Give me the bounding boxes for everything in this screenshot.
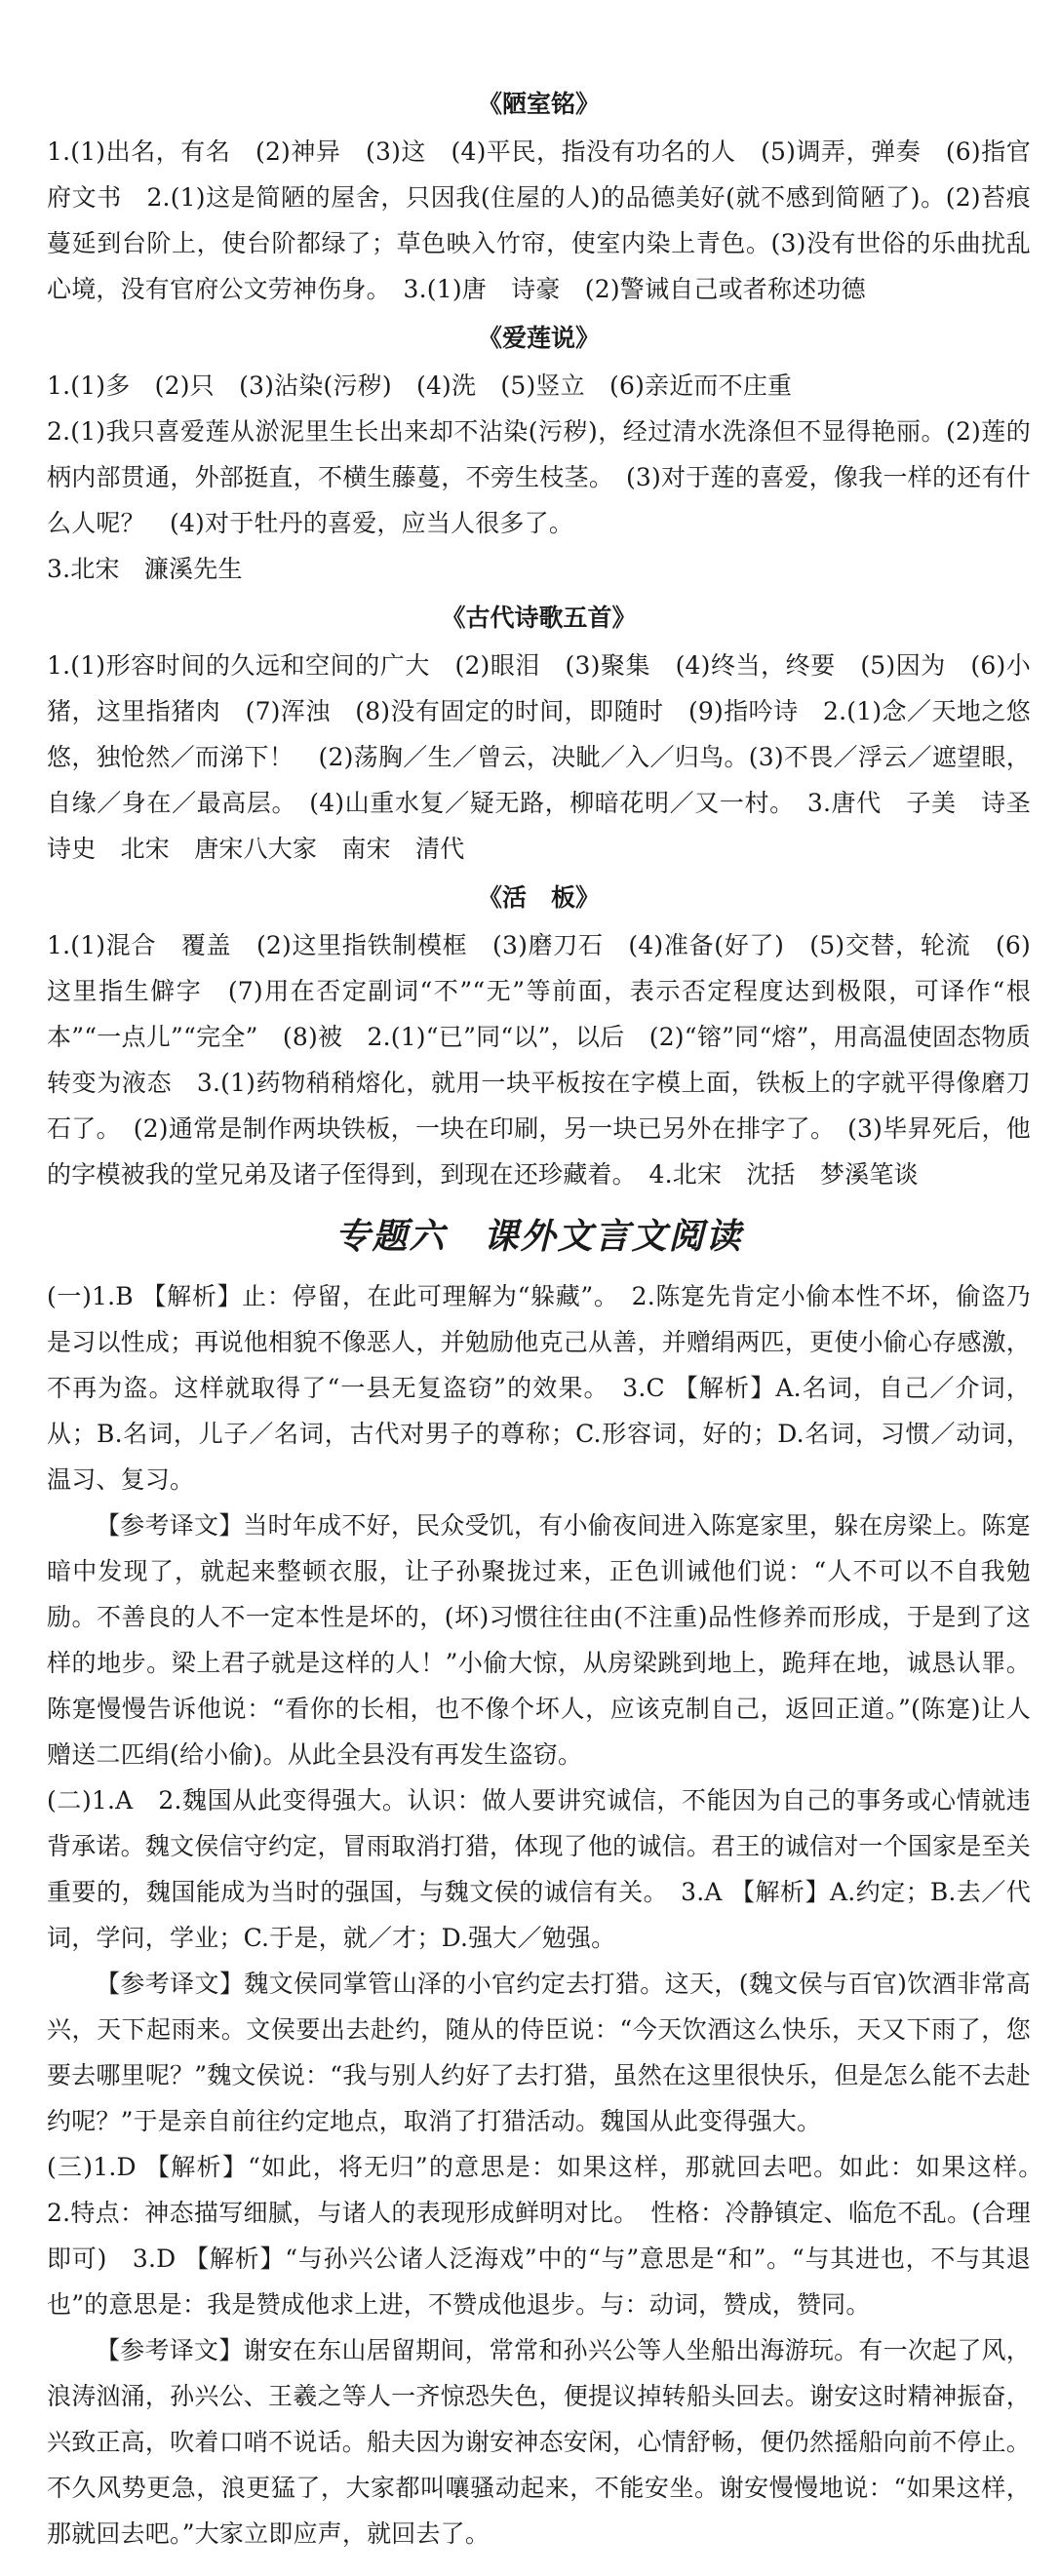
answer-ai-lian-shuo-1: 1.(1)多 (2)只 (3)沾染(污秽) (4)洗 (5)竖立 (6)亲近而不庄重 [47,371,793,400]
heading-lou-shi-ming: 《陋室铭》 [477,90,600,118]
answer-passage-1: (一)1.B 【解析】止：停留，在此可理解为“躲藏”。 2.陈寔先肯定小偷本性不坏，偷盗乃是习以性成；再说他相貌不像恶人，并勉励他克己从善，并赠绢两匹，更使小偷心存感激，不再为盗。这样就取得了“一县无复盗窃”的效果。 3.C 【解析】A.名词，自己／介词，从；B.名词，儿子／名词，古代对男子的尊称；C.形容词，好的；D.名词，习惯／动词，温习、复习。 [47,1282,1031,1494]
answer-passage-2: (二)1.A 2.魏国从此变得强大。认识：做人要讲究诚信，不能因为自己的事务或心情就违背承诺。魏文侯信守约定，冒雨取消打猎，体现了他的诚信。君王的诚信对一个国家是至关重要的，魏国能成为当时的强国，与魏文侯的诚信有关。 3.A 【解析】A.约定；B.去／代词，学问，学业；C.于是，就／才；D.强大／勉强。 [47,1786,1031,1952]
heading-gu-dai-shi-ge: 《古代诗歌五首》 [441,604,637,632]
answer-passage-3: (三)1.D 【解析】“如此，将无归”的意思是：如果这样，那就回去吧。如此：如果这样。 2.特点：神态描写细腻，与诸人的表现形成鲜明对比。 性格：冷静镇定、临危不乱。(合理即可) 3.D 【解析】“与孙兴公诸人泛海戏”中的“与”意思是“和”。“与其进也，不与其退也”的意思是：我是赞成他求上进，不赞成他退步。与：动词，赞成，赞同。 [47,2153,1056,2319]
answer-ai-lian-shuo-2: 2.(1)我只喜爱莲从淤泥里生长出来却不沾染(污秽)，经过清水洗涤但不显得艳丽。(2)莲的柄内部贯通，外部挺直，不横生藤蔓，不旁生枝茎。 (3)对于莲的喜爱，像我一样的还有什么人呢？ (4)对于牡丹的喜爱，应当人很多了。 [47,417,1031,537]
heading-huo-ban: 《活 板》 [477,883,600,912]
topic-six-heading: 专题六 课外文言文阅读 [334,1216,743,1257]
translation-passage-3: 【参考译文】谢安在东山居留期间，常常和孙兴公等人坐船出海游玩。有一次起了风，浪涛汹涌，孙兴公、王羲之等人一齐惊恐失色，便提议掉转船头回去。谢安这时精神振奋，兴致正高，吹着口哨不说话。船夫因为谢安神态安闲，心情舒畅，便仍然摇船向前不停止。不久风势更急，浪更猛了，大家都叫嚷骚动起来，不能安坐。谢安慢慢地说：“如果这样，那就回去吧。”大家立即应声，就回去了。 [47,2336,1031,2548]
answer-huo-ban: 1.(1)混合 覆盖 (2)这里指铁制模框 (3)磨刀石 (4)准备(好了) (5)交替，轮流 (6)这里指生僻字 (7)用在否定副词“不”“无”等前面，表示否定程度达到极限，可译作“根本”“一点儿”“完全” (8)被 2.(1)“已”同“以”，以后 (2)“镕”同“熔”，用高温使固态物质转变为液态 3.(1)药物稍稍熔化，就用一块平板按在字模上面，铁板上的字就平得像磨刀石了。 (2)通常是制作两块铁板，一块在印刷，另一块已另外在排字了。 (3)毕昇死后，他的字模被我的堂兄弟及诸子侄得到，到现在还珍藏着。 4.北宋 沈括 梦溪笔谈 [47,931,1031,1189]
translation-passage-1: 【参考译文】当时年成不好，民众受饥，有小偷夜间进入陈寔家里，躲在房梁上。陈寔暗中发现了，就起来整顿衣服，让子孙聚拢过来，正色训诫他们说：“人不可以不自我勉励。不善良的人不一定本性是坏的，(坏)习惯往往由(不注重)品性修养而形成，于是到了这样的地步。梁上君子就是这样的人！”小偷大惊，从房梁跳到地上，跪拜在地，诚恳认罪。陈寔慢慢告诉他说：“看你的长相，也不像个坏人，应该克制自己，返回正道。”(陈寔)让人赠送二匹绢(给小偷)。从此全县没有再发生盗窃。 [47,1511,1031,1769]
translation-passage-2: 【参考译文】魏文侯同掌管山泽的小官约定去打猎。这天，(魏文侯与百官)饮酒非常高兴，天下起雨来。文侯要出去赴约，随从的侍臣说：“今天饮酒这么快乐，天又下雨了，您要去哪里呢？”魏文侯说：“我与别人约好了去打猎，虽然在这里很快乐，但是怎么能不去赴约呢？”于是亲自前往约定地点，取消了打猎活动。魏国从此变得强大。 [47,1970,1031,2135]
heading-ai-lian-shuo: 《爱莲说》 [477,324,600,352]
answer-lou-shi-ming: 1.(1)出名，有名 (2)神异 (3)这 (4)平民，指没有功名的人 (5)调弄，弹奏 (6)指官府文书 2.(1)这是简陋的屋舍，只因我(住屋的人)的品德美好(就不感到简陋了)。(2)苔痕蔓延到台阶上，使台阶都绿了；草色映入竹帘，使室内染上青色。(3)没有世俗的乐曲扰乱心境，没有官府公文劳神伤身。 3.(1)唐 诗豪 (2)警诫自己或者称述功德 [47,137,1031,303]
answer-gu-dai-shi-ge: 1.(1)形容时间的久远和空间的广大 (2)眼泪 (3)聚集 (4)终当，终要 (5)因为 (6)小猪，这里指猪肉 (7)浑浊 (8)没有固定的时间，即随时 (9)指吟诗 2.(1)念／天地之悠悠，独怆然／而涕下！ (2)荡胸／生／曾云，决眦／入／归鸟。(3)不畏／浮云／遮望眼，自缘／身在／最高层。 (4)山重水复／疑无路，柳暗花明／又一村。 3.唐代 子美 诗圣 诗史 北宋 唐宋八大家 南宋 清代 [47,651,1056,863]
answer-ai-lian-shuo-3: 3.北宋 濂溪先生 [47,555,243,583]
